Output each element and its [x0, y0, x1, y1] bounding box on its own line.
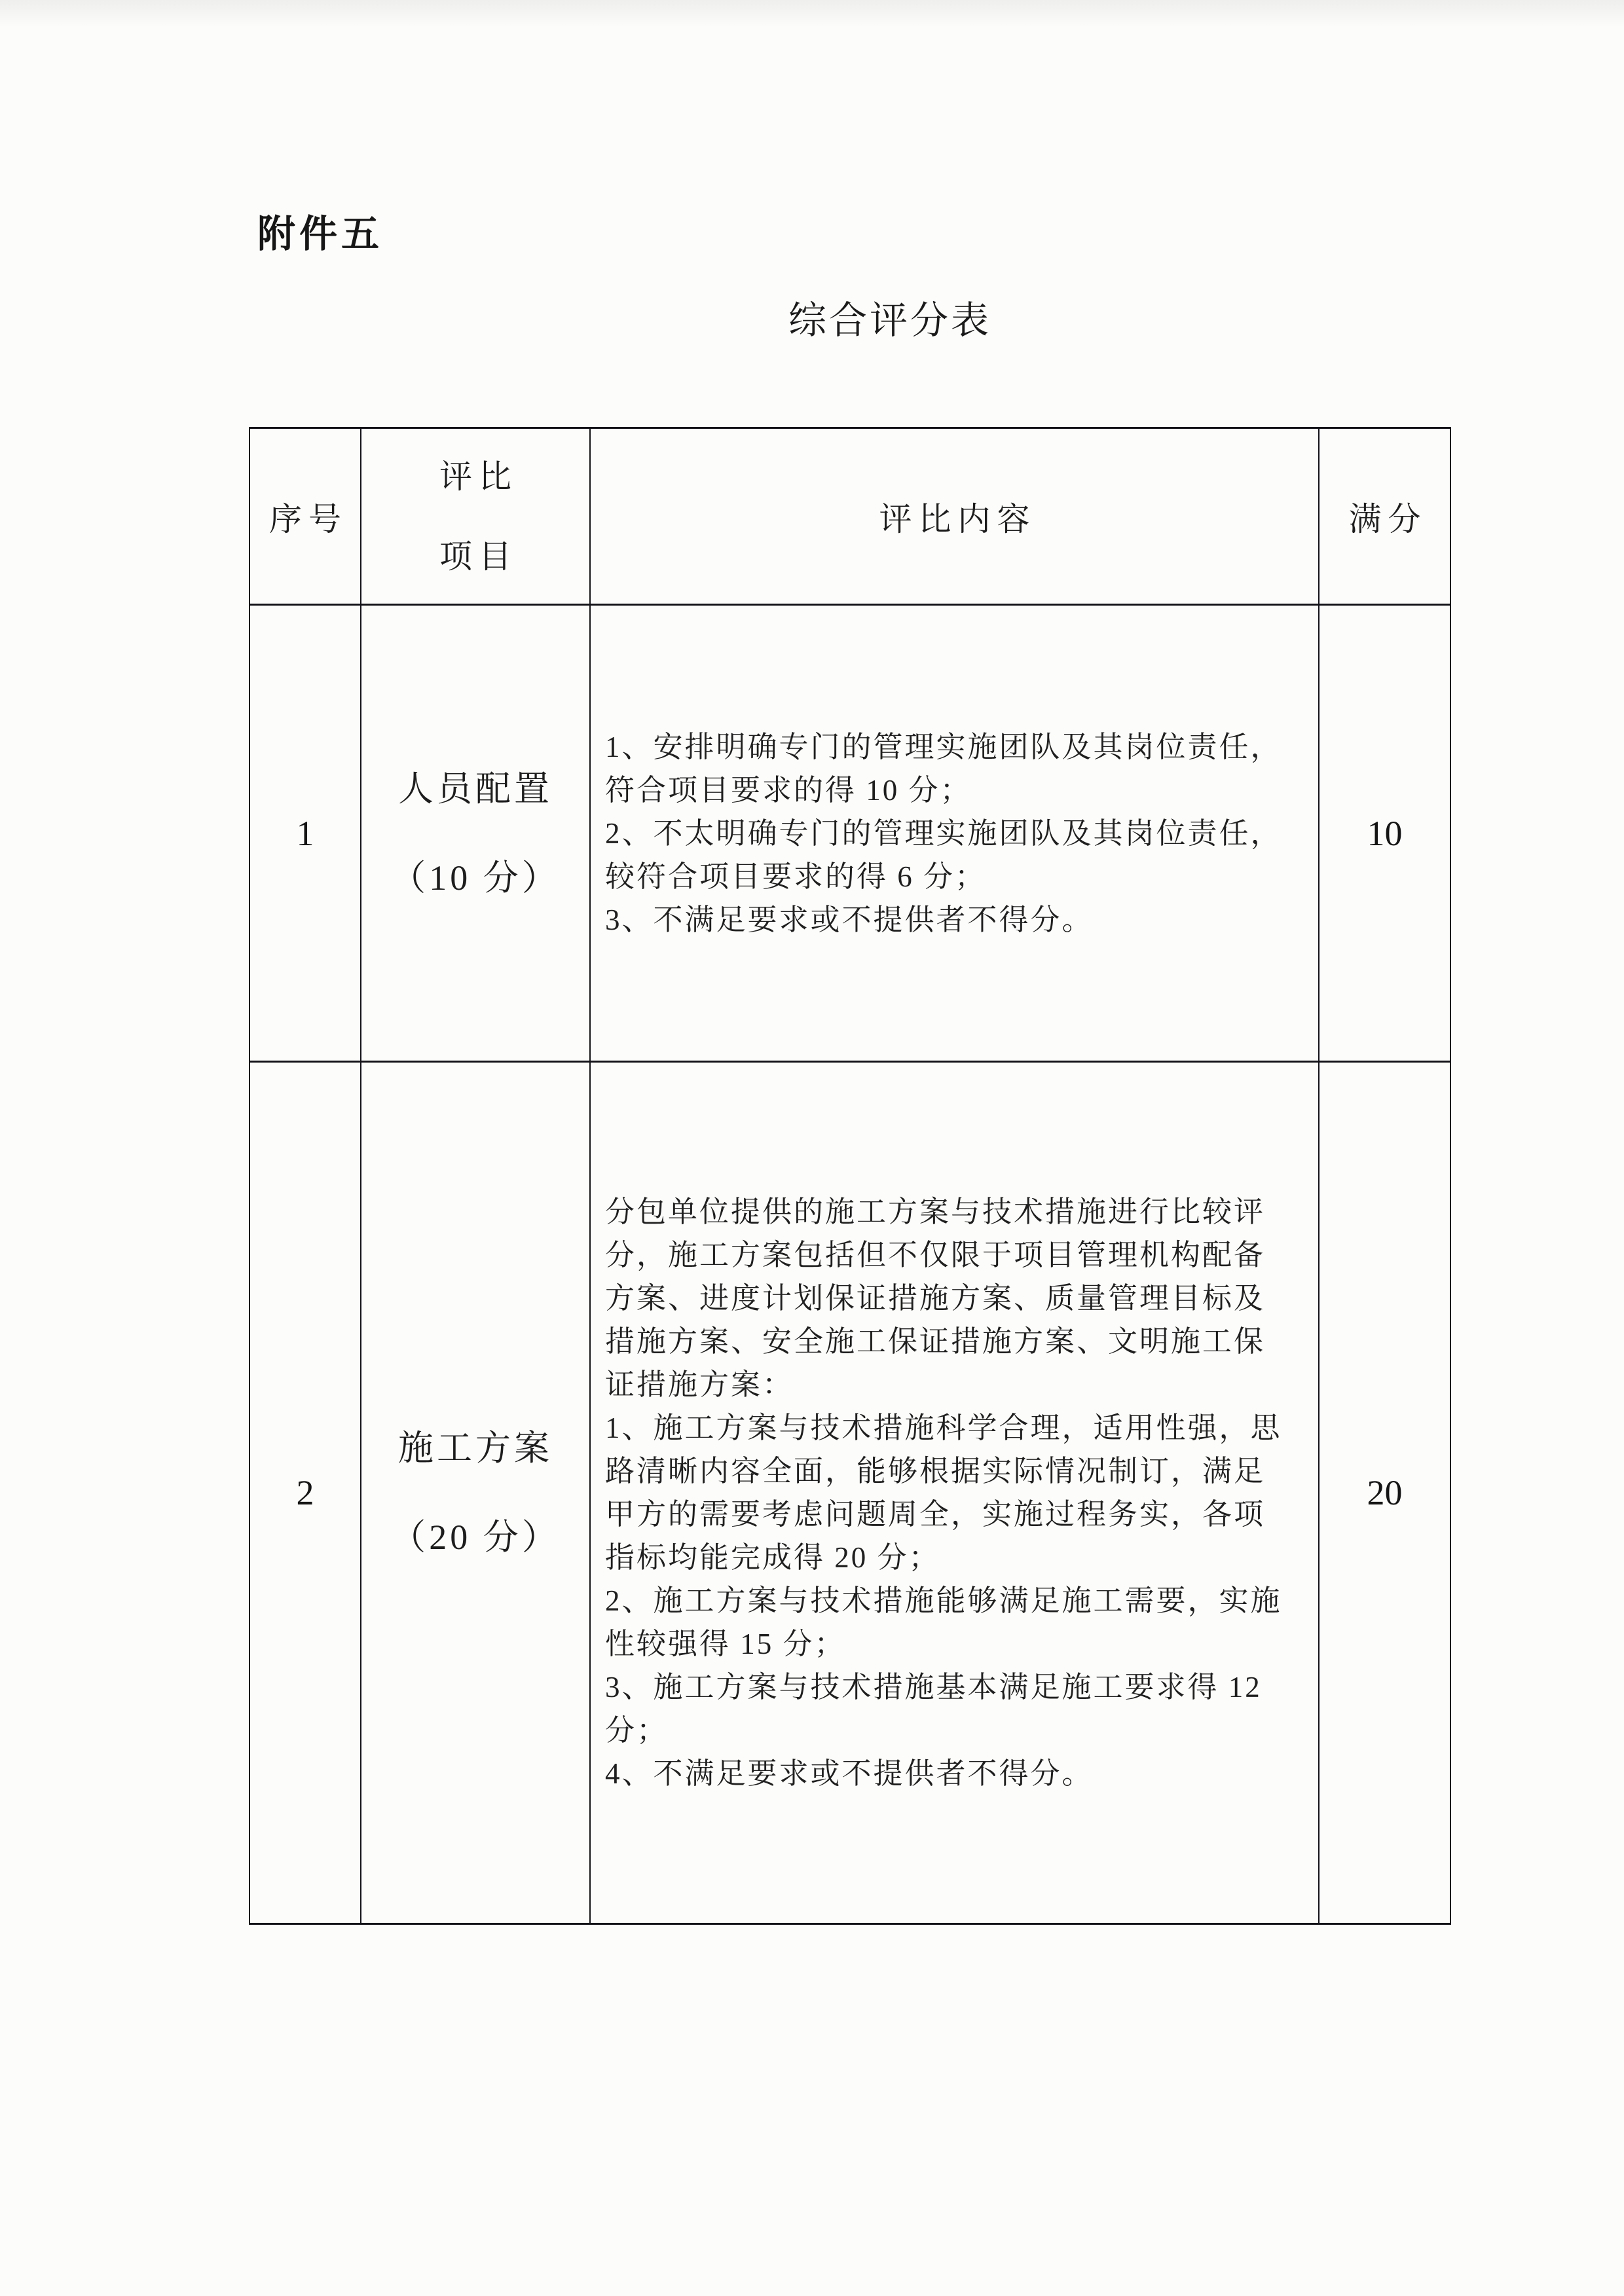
content-line: 性较强得 15 分； [605, 1628, 846, 1660]
content-line: 路清晰内容全面，能够根据实际情况制订，满足 [605, 1455, 1266, 1487]
row1-number: 1 [250, 606, 361, 1063]
score-table [249, 427, 1451, 1925]
header-cell-item [361, 429, 591, 606]
row2-content [591, 1063, 1320, 1923]
content-line: 4、不满足要求或不提供者不得分。 [605, 1757, 1094, 1790]
content-line: 2、施工方案与技术措施能够满足施工需要，实施 [605, 1584, 1282, 1617]
row2-item-score-label: （20 分） [390, 1518, 561, 1557]
attachment-label: 附件五 [257, 213, 384, 255]
content-line: 分包单位提供的施工方案与技术措施进行比较评 [605, 1195, 1266, 1228]
content-line: 1、安排明确专门的管理实施团队及其岗位责任， [605, 730, 1282, 763]
row2-item-name: 施工方案 [398, 1429, 553, 1468]
content-line: 符合项目要求的得 10 分； [605, 773, 972, 807]
content-line: 指标均能完成得 20 分； [605, 1541, 940, 1574]
content-line: 方案、进度计划保证措施方案、质量管理目标及 [605, 1282, 1266, 1315]
page-title: 综合评分表 [788, 299, 992, 342]
row1-max-score: 10 [1320, 606, 1450, 1063]
content-line: 分； [605, 1714, 669, 1747]
row1-item-score-label: （10 分） [390, 858, 561, 898]
content-line: 甲方的需要考虑问题周全，实施过程务实，各项 [605, 1498, 1266, 1531]
content-line: 措施方案、安全施工保证措施方案、文明施工保 [605, 1325, 1266, 1358]
header-item-line1: 评比 [439, 458, 518, 495]
header-cell-max-score: 满分 [1320, 429, 1450, 606]
row2-number: 2 [250, 1063, 361, 1923]
content-line: 3、施工方案与技术措施基本满足施工要求得 12 [605, 1671, 1262, 1704]
row1-content [591, 606, 1320, 1063]
row2-item [361, 1063, 591, 1923]
content-line: 1、施工方案与技术措施科学合理，适用性强，思 [605, 1412, 1282, 1444]
content-line: 分，施工方案包括但不仅限于项目管理机构配备 [605, 1239, 1266, 1271]
header-item-line2: 项目 [439, 538, 518, 575]
header-cell-content: 评比内容 [591, 429, 1320, 606]
row1-item-name: 人员配置 [398, 769, 553, 809]
content-line: 证措施方案： [605, 1368, 794, 1401]
content-line: 2、不太明确专门的管理实施团队及其岗位责任， [605, 816, 1282, 850]
header-cell-no: 序号 [250, 429, 361, 606]
content-line: 3、不满足要求或不提供者不得分。 [605, 903, 1094, 936]
row2-max-score: 20 [1367, 1473, 1403, 1512]
content-line: 较符合项目要求的得 6 分； [605, 860, 987, 893]
row1-item [361, 606, 591, 1063]
